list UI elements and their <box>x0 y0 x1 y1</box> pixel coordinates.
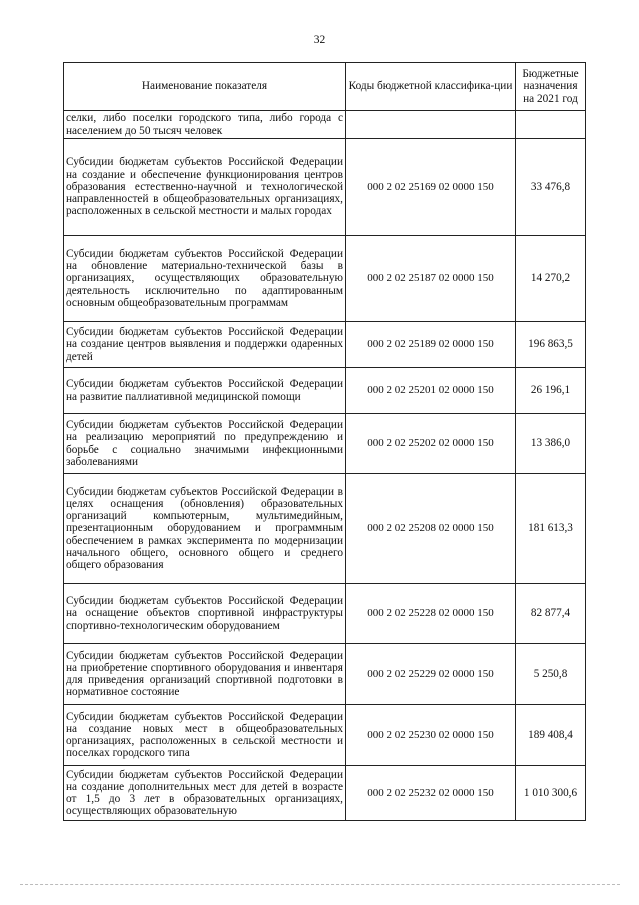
row-code: 000 2 02 25187 02 0000 150 <box>346 236 516 322</box>
row-amount: 5 250,8 <box>516 644 586 705</box>
table-row <box>64 111 586 139</box>
table-row <box>64 139 586 236</box>
row-name: Субсидии бюджетам субъектов Российской Федерации на реализацию мероприятий по предупреждению и борьбе с социально значимыми инфекционными заболеваниями <box>64 414 346 474</box>
row-code: 000 2 02 25232 02 0000 150 <box>346 766 516 821</box>
row-code: 000 2 02 25169 02 0000 150 <box>346 139 516 236</box>
table-row <box>64 644 586 705</box>
table-row <box>64 705 586 766</box>
row-name: Субсидии бюджетам субъектов Российской Федерации в целях оснащения (обновления) образовательных организаций компьютерным, мультимедийным, презентационным оборудованием и программным обеспечением в рамках эксперимента по модернизации начального общего, основного общего и среднего общего образования <box>64 474 346 584</box>
row-amount: 82 877,4 <box>516 584 586 644</box>
row-code: 000 2 02 25208 02 0000 150 <box>346 474 516 584</box>
row-name: селки, либо поселки городского типа, либо города с населением до 50 тысяч человек <box>64 111 346 139</box>
row-amount: 189 408,4 <box>516 705 586 766</box>
table-row <box>64 322 586 368</box>
row-name: Субсидии бюджетам субъектов Российской Федерации на развитие паллиативной медицинской помощи <box>64 368 346 414</box>
table-header <box>64 63 586 111</box>
row-code: 000 2 02 25201 02 0000 150 <box>346 368 516 414</box>
row-amount: 13 386,0 <box>516 414 586 474</box>
row-name: Субсидии бюджетам субъектов Российской Федерации на приобретение спортивного оборудования и инвентаря для приведения организаций спортивной подготовки в нормативное состояние <box>64 644 346 705</box>
row-amount: 1 010 300,6 <box>516 766 586 821</box>
row-name: Субсидии бюджетам субъектов Российской Федерации на создание центров выявления и поддержки одаренных детей <box>64 322 346 368</box>
row-amount: 181 613,3 <box>516 474 586 584</box>
page-number: 32 <box>313 34 326 46</box>
row-code: 000 2 02 25228 02 0000 150 <box>346 584 516 644</box>
row-name: Субсидии бюджетам субъектов Российской Федерации на создание дополнительных мест для детей в возрасте от 1,5 до 3 лет в образовательных организациях, осуществляющих образовательную <box>64 766 346 821</box>
header-code: Коды бюджетной классифика-ции <box>346 63 516 111</box>
table-row <box>64 236 586 322</box>
table-row <box>64 474 586 584</box>
row-code: 000 2 02 25230 02 0000 150 <box>346 705 516 766</box>
table-row <box>64 414 586 474</box>
row-amount: 26 196,1 <box>516 368 586 414</box>
scan-artifact-line <box>20 884 620 886</box>
row-name: Субсидии бюджетам субъектов Российской Федерации на создание и обеспечение функционирования центров образования естественно-научной и технологической направленностей в общеобразовательных организациях, расположенных в сельской местности и малых городах <box>64 139 346 236</box>
table-row <box>64 766 586 821</box>
budget-table <box>63 62 586 821</box>
header-row <box>64 63 586 111</box>
row-code <box>346 111 516 139</box>
header-name: Наименование показателя <box>64 63 346 111</box>
row-code: 000 2 02 25229 02 0000 150 <box>346 644 516 705</box>
row-name: Субсидии бюджетам субъектов Российской Федерации на обновление материально-технической базы в организациях, осуществляющих образовательную деятельность исключительно по адаптированным основным общеобразовательным программам <box>64 236 346 322</box>
table-row <box>64 584 586 644</box>
row-code: 000 2 02 25189 02 0000 150 <box>346 322 516 368</box>
row-amount: 14 270,2 <box>516 236 586 322</box>
row-amount: 196 863,5 <box>516 322 586 368</box>
row-name: Субсидии бюджетам субъектов Российской Федерации на оснащение объектов спортивной инфраструктуры спортивно-технологическим оборудованием <box>64 584 346 644</box>
row-amount <box>516 111 586 139</box>
row-amount: 33 476,8 <box>516 139 586 236</box>
row-name: Субсидии бюджетам субъектов Российской Федерации на создание новых мест в общеобразовательных организациях, расположенных в сельской местности и поселках городского типа <box>64 705 346 766</box>
row-code: 000 2 02 25202 02 0000 150 <box>346 414 516 474</box>
table-row <box>64 368 586 414</box>
header-amount: Бюджетные назначения на 2021 год <box>516 63 586 111</box>
table-body <box>64 111 586 821</box>
